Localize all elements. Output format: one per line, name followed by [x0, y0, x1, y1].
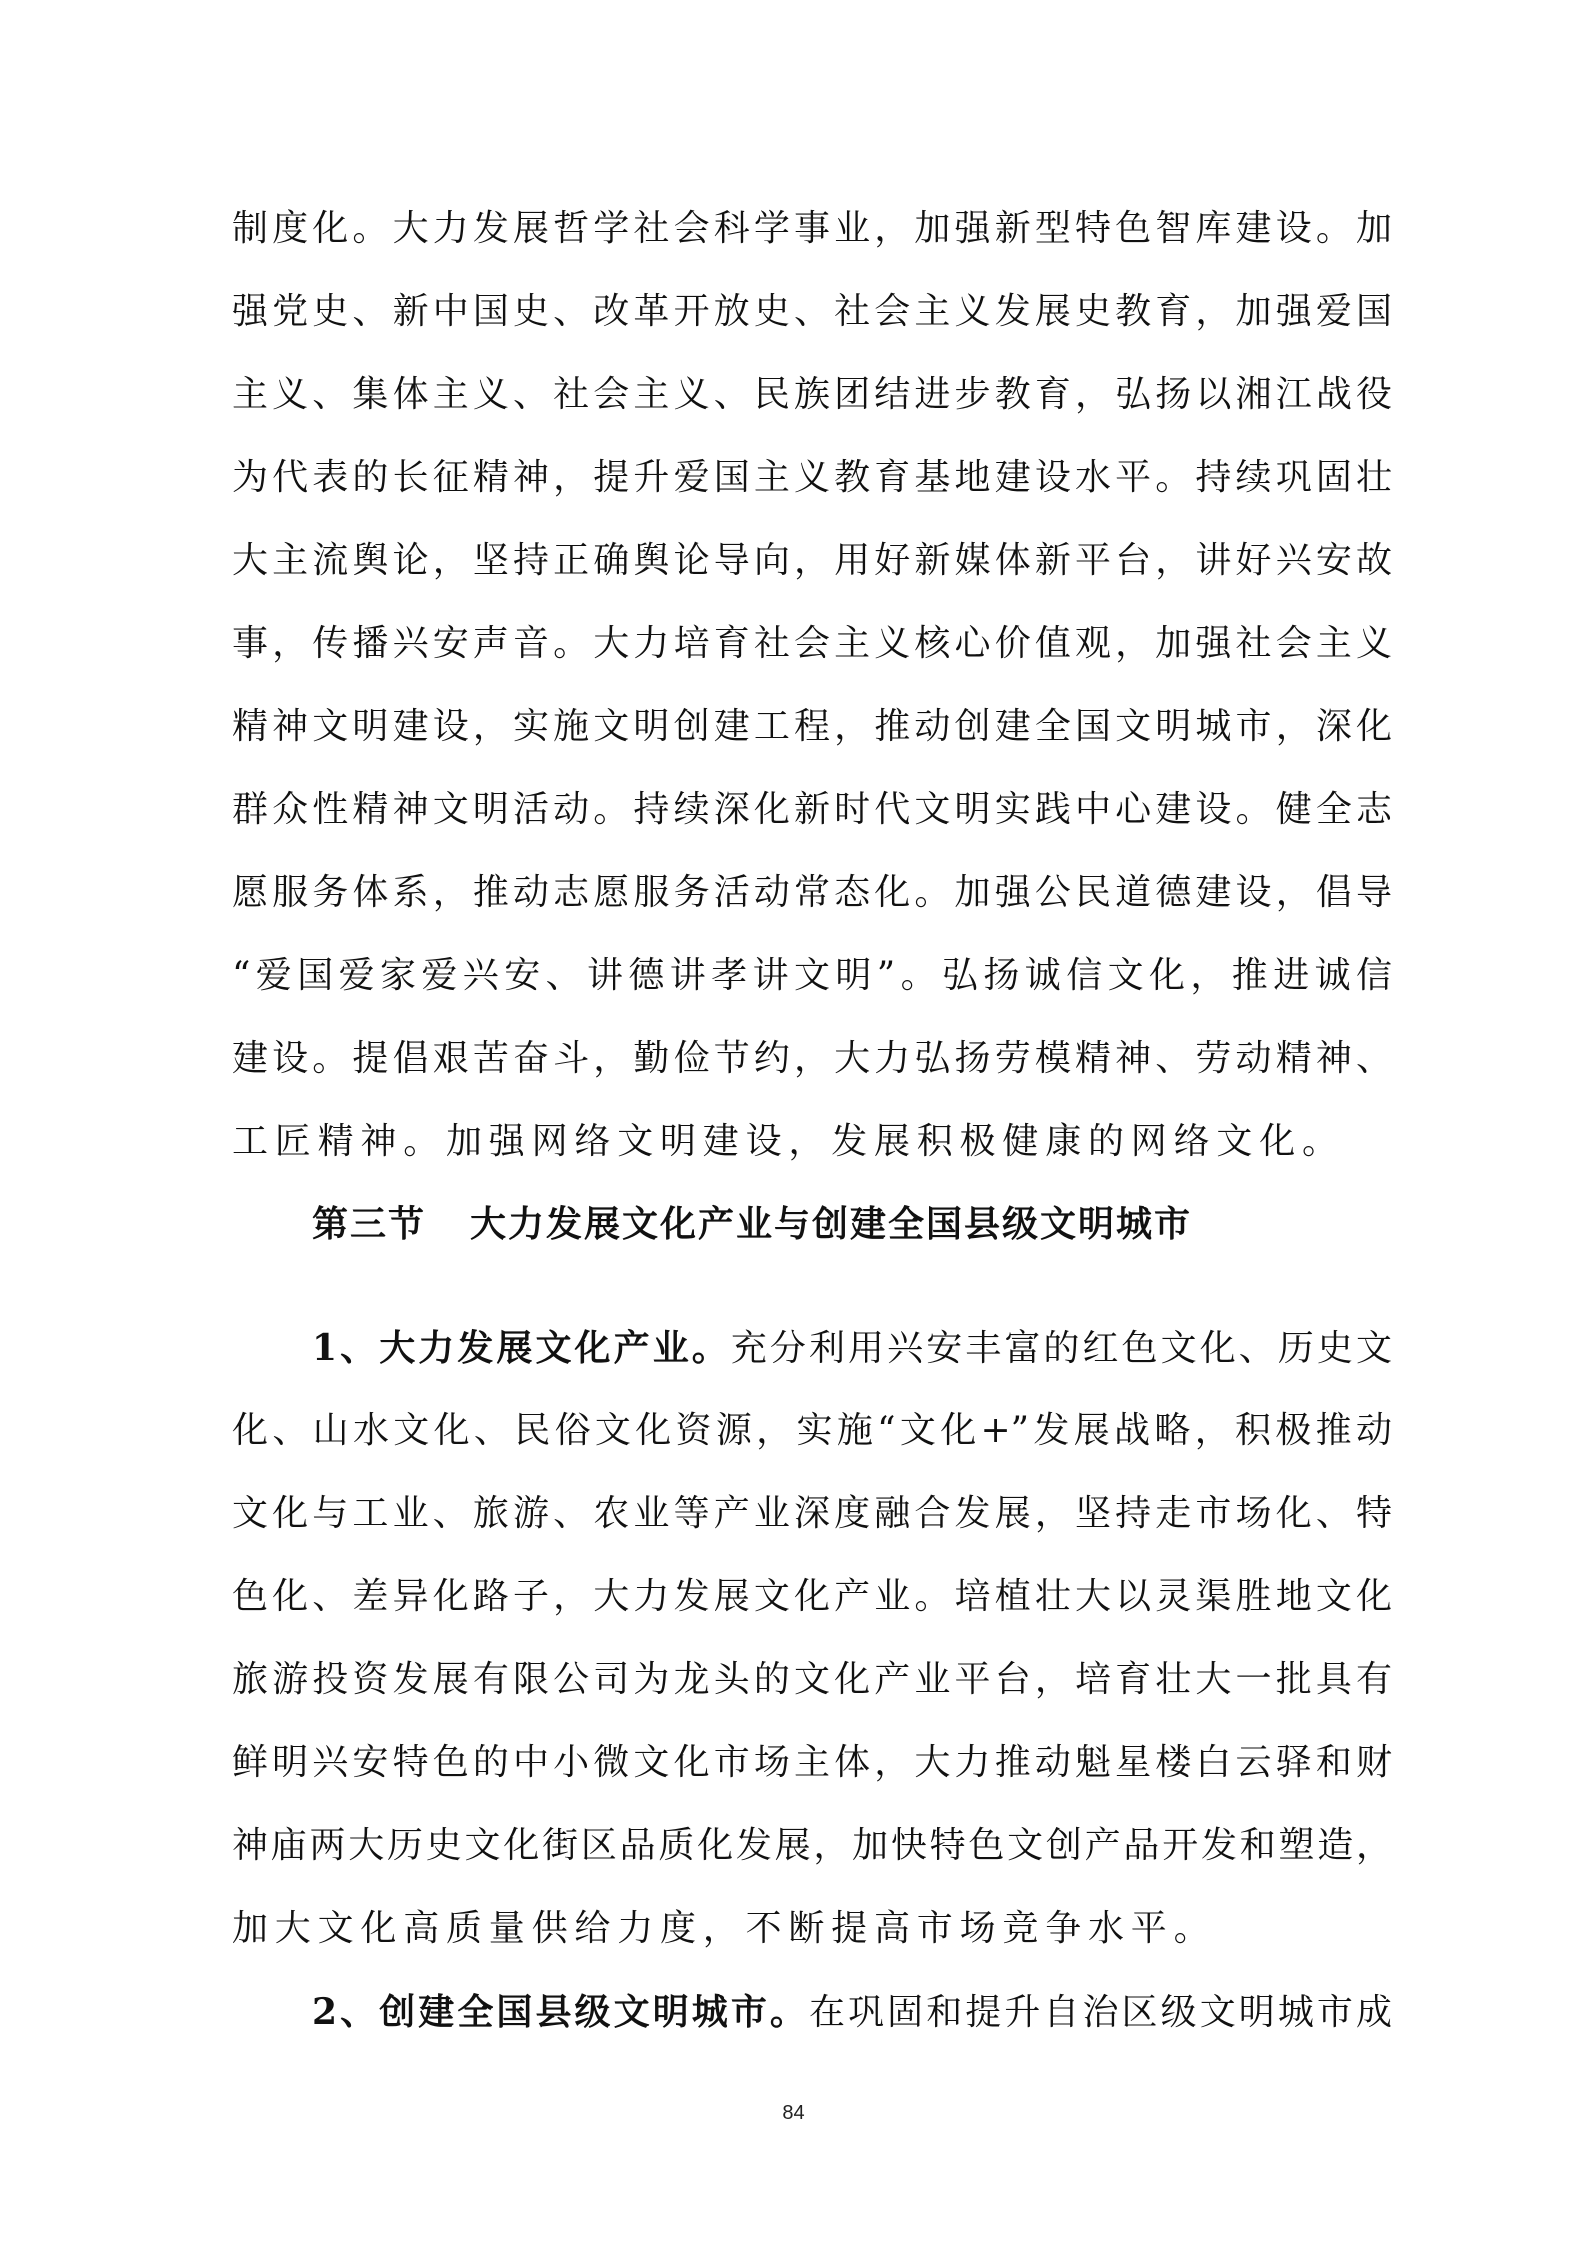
paragraph-line: 群众性精神文明活动。持续深化新时代文明实践中心建设。健全志: [232, 789, 1392, 830]
paragraph-line-last: 加大文化高质量供给力度，不断提高市场竞争水平。: [232, 1908, 1217, 1949]
section-heading-label: 第三节: [312, 1203, 427, 1245]
paragraph-line: 制度化。大力发展哲学社会科学事业，加强新型特色智库建设。加: [232, 208, 1392, 249]
paragraph-line: 色化、差异化路子，大力发展文化产业。培植壮大以灵渠胜地文化: [232, 1576, 1392, 1617]
item-1-first-line-text: 充分利用兴安丰富的红色文化、历史文: [730, 1328, 1392, 1369]
paragraph-line: 愿服务体系，推动志愿服务活动常态化。加强公民道德建设，倡导: [232, 872, 1392, 913]
item-1-first-line: [312, 1326, 1392, 1371]
paragraph-line: 建设。提倡艰苦奋斗，勤俭节约，大力弘扬劳模精神、劳动精神、: [232, 1038, 1392, 1079]
paragraph-line-last: 工匠精神。加强网络文明建设，发展积极健康的网络文化。: [232, 1121, 1345, 1162]
section-heading-title: 大力发展文化产业与创建全国县级文明城市: [470, 1203, 1193, 1245]
item-2-heading: 2、创建全国县级文明城市。: [312, 1991, 809, 2033]
paragraph-line: 事，传播兴安声音。大力培育社会主义核心价值观，加强社会主义: [232, 623, 1392, 664]
paragraph-line: 旅游投资发展有限公司为龙头的文化产业平台，培育壮大一批具有: [232, 1659, 1392, 1700]
item-2-first-line-text: 在巩固和提升自治区级文明城市成: [808, 1992, 1392, 2033]
paragraph-line: 大主流舆论，坚持正确舆论导向，用好新媒体新平台，讲好兴安故: [232, 540, 1392, 581]
paragraph-line: 神庙两大历史文化街区品质化发展，加快特色文创产品开发和塑造，: [232, 1825, 1392, 1866]
paragraph-line: 为代表的长征精神，提升爱国主义教育基地建设水平。持续巩固壮: [232, 457, 1392, 498]
paragraph-line: 精神文明建设，实施文明创建工程，推动创建全国文明城市，深化: [232, 706, 1392, 747]
item-2-first-line: [312, 1990, 1392, 2035]
paragraph-line: “爱国爱家爱兴安、讲德讲孝讲文明”。弘扬诚信文化，推进诚信: [232, 955, 1392, 996]
paragraph-line: 强党史、新中国史、改革开放史、社会主义发展史教育，加强爱国: [232, 291, 1392, 332]
section-heading: [312, 1202, 1192, 1246]
paragraph-line: 鲜明兴安特色的中小微文化市场主体，大力推动魁星楼白云驿和财: [232, 1742, 1392, 1783]
paragraph-line: 化、山水文化、民俗文化资源，实施“文化+”发展战略，积极推动: [232, 1410, 1392, 1451]
paragraph-line: 主义、集体主义、社会主义、民族团结进步教育，弘扬以湘江战役: [232, 374, 1392, 415]
item-1-heading: 1、大力发展文化产业。: [312, 1327, 731, 1369]
paragraph-line: 文化与工业、旅游、农业等产业深度融合发展，坚持走市场化、特: [232, 1493, 1392, 1534]
page-number: 84: [782, 2102, 805, 2124]
